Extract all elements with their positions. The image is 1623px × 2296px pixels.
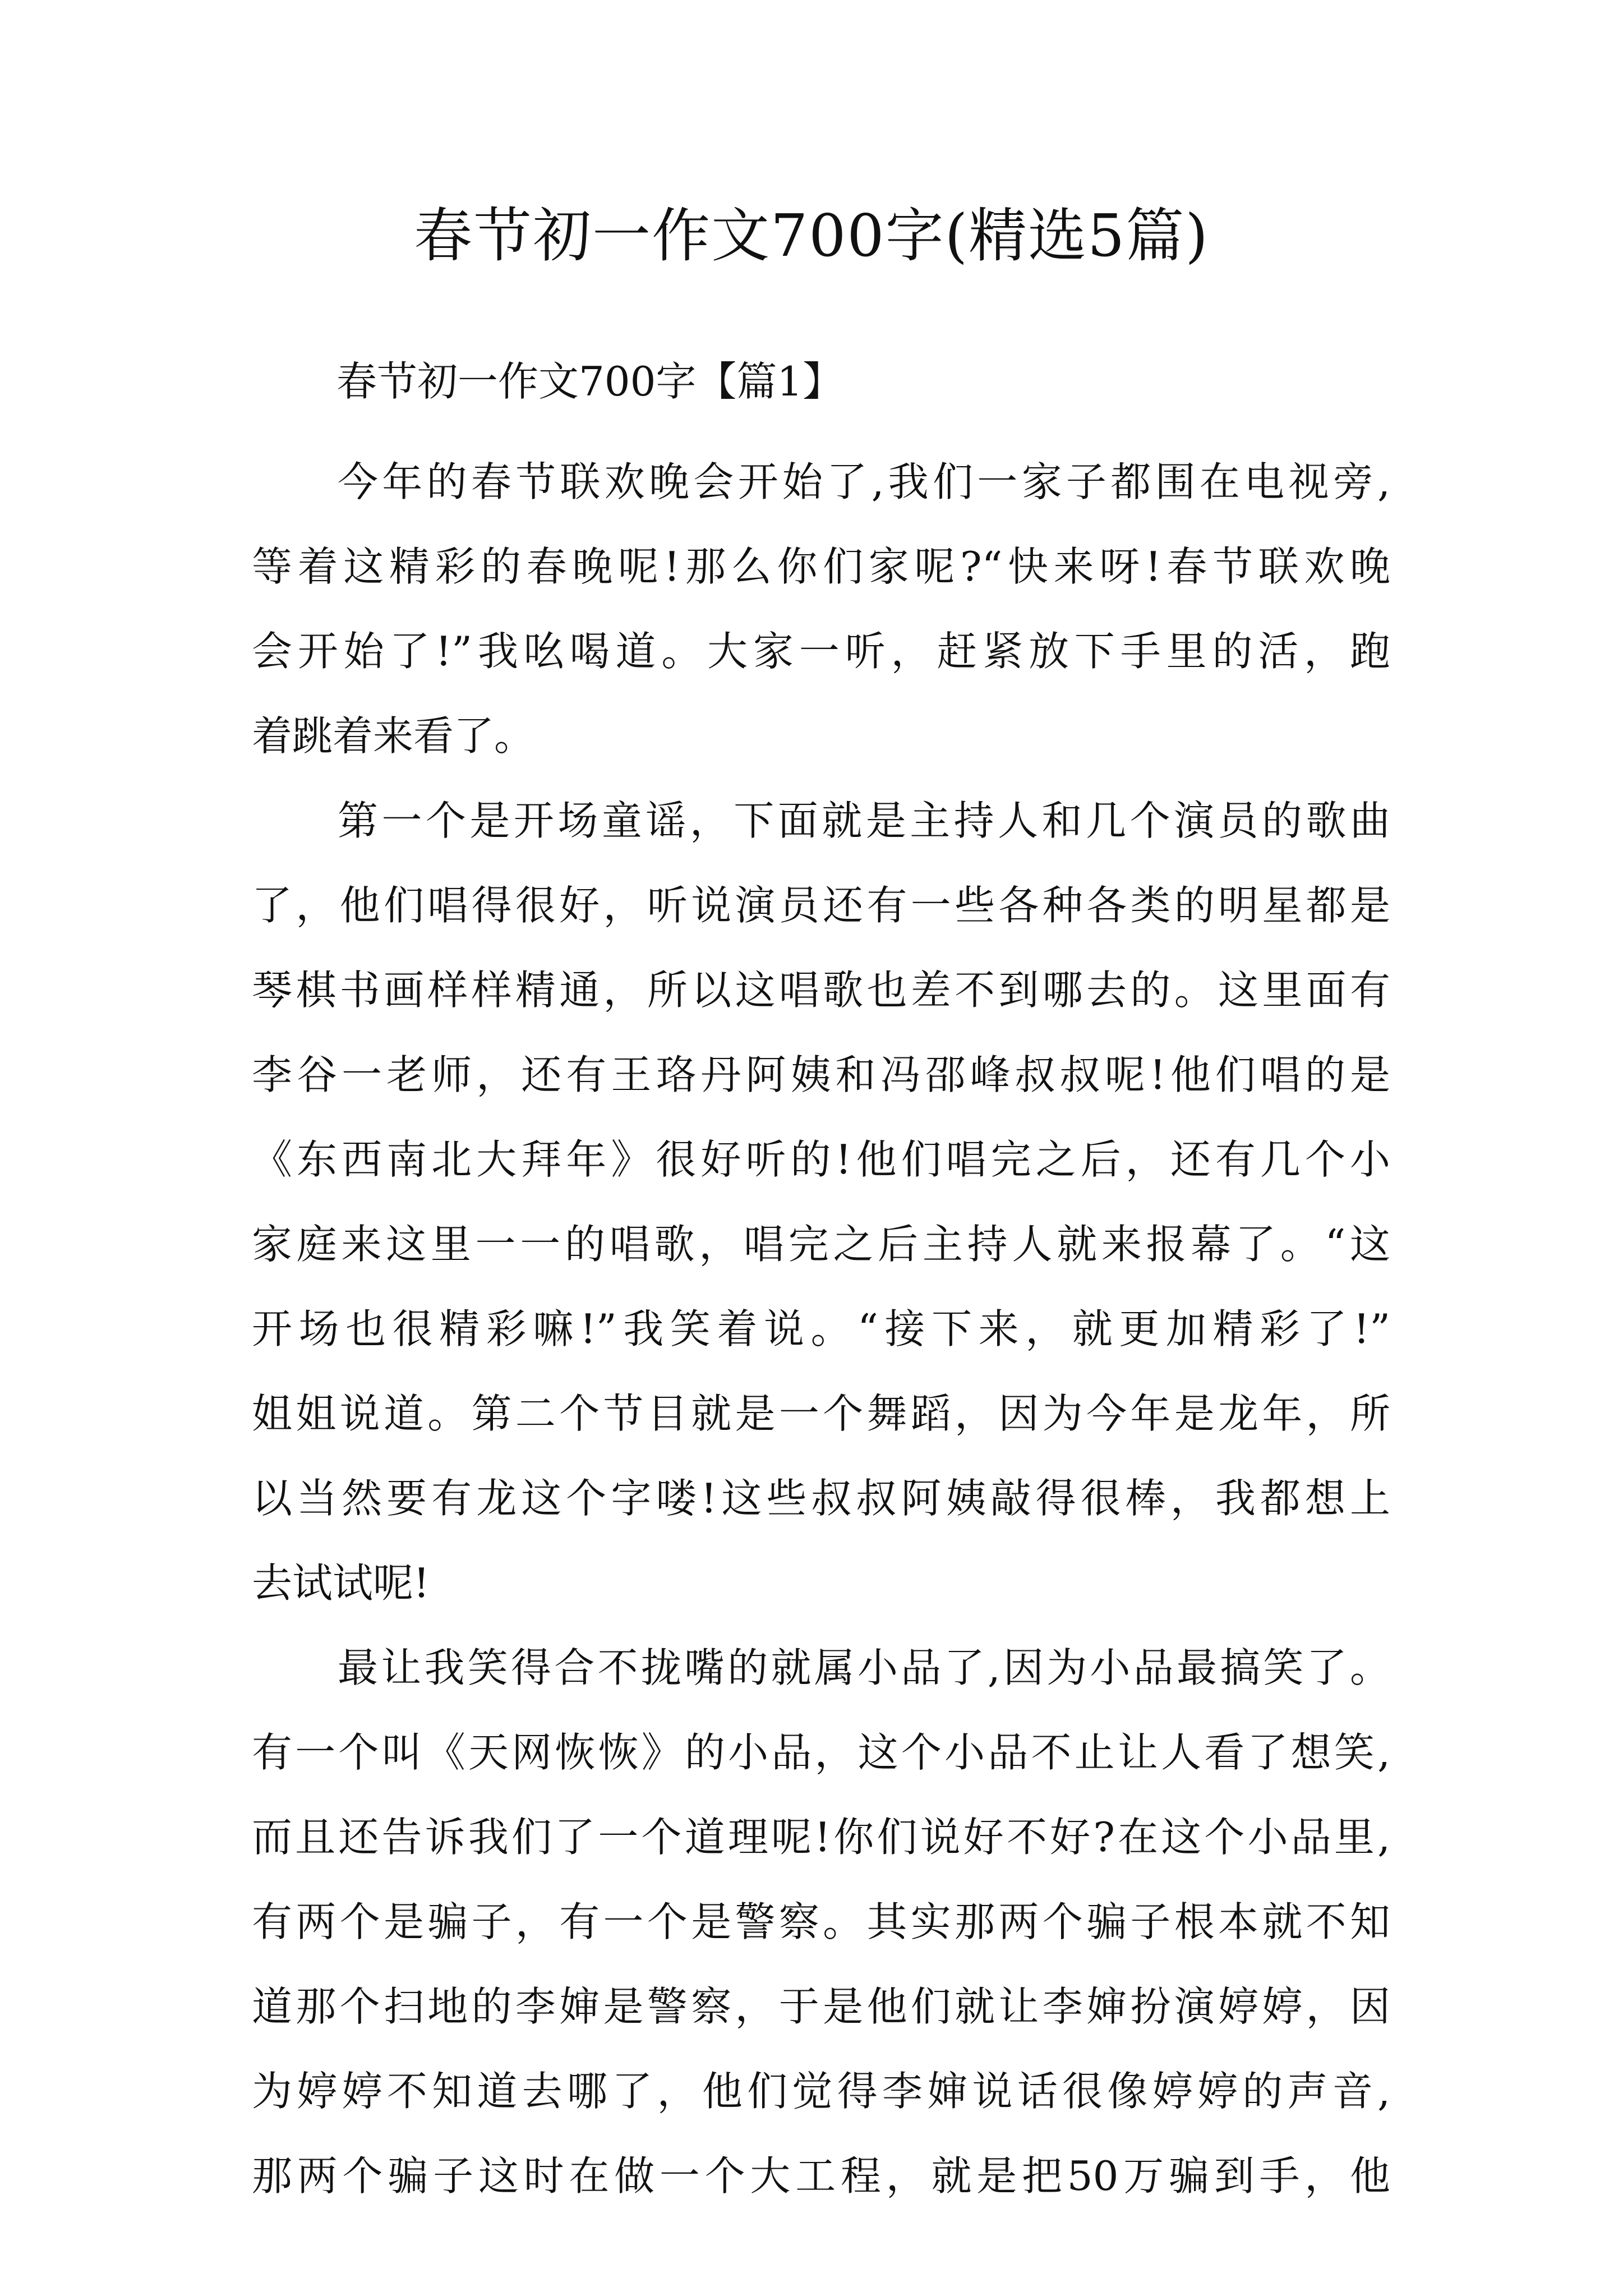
text-line: 最让我笑得合不拢嘴的就属小品了,因为小品最搞笑了。: [338, 1644, 1390, 1691]
text-line: 去试试呢!: [252, 1559, 430, 1607]
text-line: 今年的春节联欢晚会开始了,我们一家子都围在电视旁,: [338, 458, 1390, 505]
text-line: 而且还告诉我们了一个道理呢!你们说好不好?在这个小品里,: [252, 1814, 1390, 1861]
text-line: 有一个叫《天网恢恢》的小品，这个小品不止让人看了想笑,: [252, 1729, 1390, 1776]
text-line: 姐姐说道。第二个节目就是一个舞蹈，因为今年是龙年，所: [252, 1390, 1390, 1437]
text-line: 第一个是开场童谣，下面就是主持人和几个演员的歌曲: [338, 797, 1390, 844]
text-line: 琴棋书画样样精通，所以这唱歌也差不到哪去的。这里面有: [252, 967, 1390, 1014]
section-heading: 春节初一作文700字【篇1】: [336, 358, 843, 405]
text-line: 开场也很精彩嘛!”我笑着说。“接下来，就更加精彩了!”: [252, 1305, 1390, 1352]
text-line: 以当然要有龙这个字喽!这些叔叔阿姨敲得很棒，我都想上: [252, 1475, 1390, 1522]
text-line: 有两个是骗子，有一个是警察。其实那两个骗子根本就不知: [252, 1898, 1390, 1945]
text-line: 等着这精彩的春晚呢!那么你们家呢?“快来呀!春节联欢晚: [252, 543, 1390, 590]
text-line: 为婷婷不知道去哪了，他们觉得李婶说话很像婷婷的声音,: [252, 2068, 1390, 2115]
body-text: [252, 440, 1390, 2219]
text-line: 那两个骗子这时在做一个大工程，就是把50万骗到手，他: [252, 2152, 1390, 2200]
text-line: 道那个扫地的李婶是警察，于是他们就让李婶扮演婷婷，因: [252, 1983, 1390, 2030]
text-line: 着跳着来看了。: [252, 712, 535, 760]
text-line: 了，他们唱得很好，听说演员还有一些各种各类的明星都是: [252, 882, 1390, 929]
text-line: 《东西南北大拜年》很好听的!他们唱完之后，还有几个小: [252, 1136, 1390, 1183]
document-title: 春节初一作文700字(精选5篇): [414, 201, 1209, 270]
text-line: 李谷一老师，还有王珞丹阿姨和冯邵峰叔叔呢!他们唱的是: [252, 1051, 1390, 1098]
text-line: 会开始了!”我吆喝道。大家一听，赶紧放下手里的活，跑: [252, 628, 1390, 675]
text-line: 家庭来这里一一的唱歌，唱完之后主持人就来报幕了。“这: [252, 1221, 1390, 1268]
